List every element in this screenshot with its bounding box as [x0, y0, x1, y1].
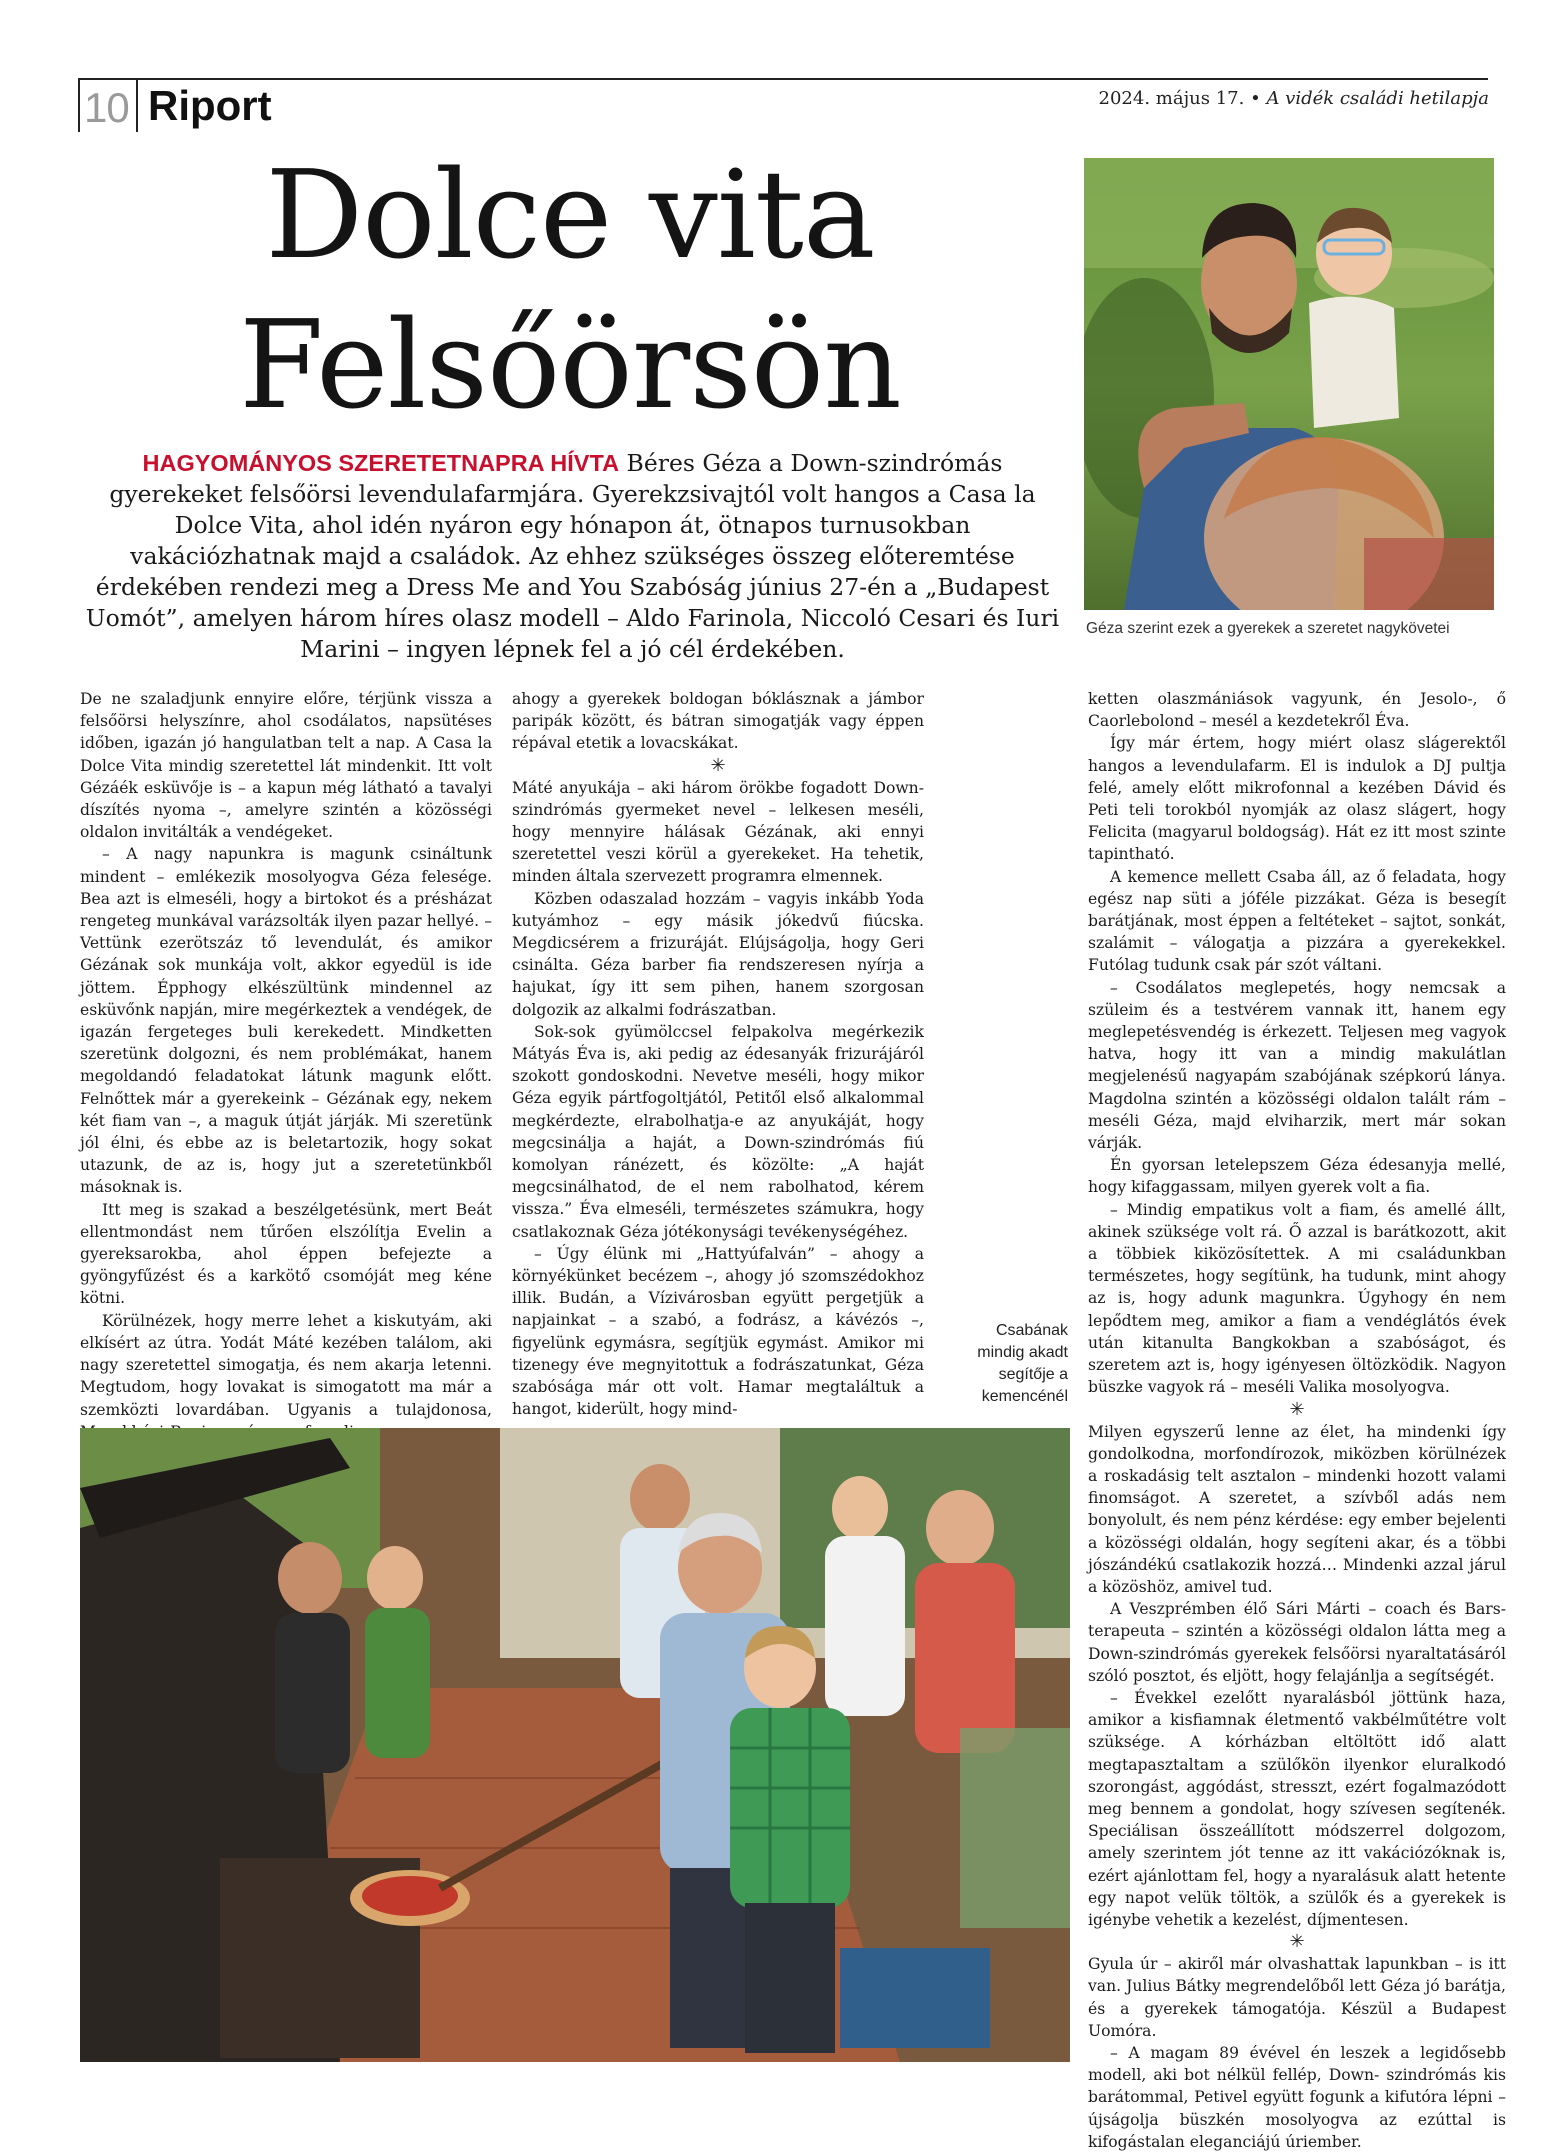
photo-man-with-child — [1084, 158, 1494, 610]
section-divider-star: ✳ — [1289, 1931, 1305, 1953]
article-column-2 — [512, 688, 924, 1421]
lead-kicker: HAGYOMÁNYOS SZERETETNAPRA HÍVTA — [142, 450, 620, 476]
paragraph: ahogy a gyerekek boldogan bóklásznak a jámbor paripák között, és bátran simogatják vagy éppen répával etetik a lovacskákat. — [512, 690, 924, 753]
paragraph: Máté anyukája – aki három örökbe fogadott Down-szindrómás gyermeket nevel – lelkesen meséli, hogy mennyire hálásak Gézának, aki ennyi szeretettel veszi körül a gyerekeket. Ha tehetik, minden általa szervezett programra elmennek. — [512, 778, 924, 886]
photo-pizza-oven — [80, 1428, 1070, 2062]
paragraph: Itt meg is szakad a beszélgetésünk, mert Beát ellentmondást nem tűrően elszólítja Evelin a gyereksarokba, ahol éppen befejezte a gyöngyfűzést és a karkötő csomóját meg kéne kötni. — [80, 1200, 492, 1308]
photo2-caption: Csabának mindig akadt segítője a kemencénél — [977, 1322, 1068, 1405]
title-line-1: Dolce vita — [265, 144, 875, 286]
paragraph: Gyula úr – akiről már olvashattak lapunkban – is itt van. Julius Bátky megrendelőből lett Géza jó barátja, és a gyerekek támogatója. Készül a Budapest Uomóra. — [1088, 1955, 1506, 2040]
paragraph: – Csodálatos meglepetés, hogy nemcsak a szüleim és a testvérem vannak itt, hanem egy meglepetésvendég is érkezett. Teljesen meg vagyok hatva, hogy itt van a mindig makulátlan megjelenésű nagyapám szabójának szépkorú lánya. Magdolna szintén a közösségi oldalon talált rám – meséli Géza, majd elviharzik, mert már sokan várják. — [1088, 978, 1506, 1153]
publication-name: A vidék családi hetilapja — [1266, 88, 1489, 109]
paragraph: Sok-sok gyümölccsel felpakolva megérkezik Mátyás Éva is, aki pedig az édesanyák frizurájáról szokott gondoskodni. Nevetve meséli, hogy mikor Géza egyik pártfogoltjától, Petitől első alkalommal megkérdezte, elrabolhatja-e az anyukáját, hogy megcsinálja a haját, a Down-szindrómás fiú komolyan ránézett, és közölte: „A haját megcsinálhatod, de el nem rabolhatod, kérem vissza.” Éva elmeséli, természetes számukra, hogy csatlakoznak Géza jótékonysági tevékenységéhez. — [512, 1022, 924, 1241]
title-line-2: Felsőörsön — [239, 294, 901, 436]
paragraph: De ne szaladjunk ennyire előre, térjünk vissza a felsőörsi helyszínre, ahol csodálatos, napsütéses időben, igazán jó hangulatban telt a nap. A Casa la Dolce Vita mindig szeretettel lát mindenkit. Itt volt Gézáék esküvője is – a kapun még látható a tavalyi díszítés nyoma –, amelyre szintén a közösségi oldalon invitálták a vendégeket. — [80, 690, 492, 842]
article-column-1 — [80, 688, 492, 1465]
lead-text: Béres Géza a Down-szindrómás gyerekeket felsőörsi levendulafarmjára. Gyerekzsivajtól volt hangos a Casa la Dolce Vita, ahol idén nyáron egy hónapon át, ötnapos turnusokban vakációzhatnak majd a családok. Az ehhez szükséges összeg előteremtése érdekében rendezi meg a Dress Me and You Szabóság június 27-én a „Budapest Uomót”, amelyen három híres olasz modell – Aldo Farinola, Niccoló Cesari és Iuri Marini – ingyen lépnek fel a jó cél érdekében. — [85, 449, 1060, 663]
issue-date: 2024. május 17. — [1098, 88, 1245, 109]
paragraph: Így már értem, hogy miért olasz slágerektől hangos a levendulafarm. El is indulok a DJ pultja felé, amely előtt mikrofonnal a kezében Dávid és Peti teli torokból nyomják az olasz slágert, hogy Felicita (magyarul boldogság). Hát ez itt most szinte tapintható. — [1088, 734, 1506, 864]
paragraph: ketten olaszmániások vagyunk, én Jesolo-, ő Caorlebolond – mesél a kezdetekről Éva. — [1088, 690, 1506, 731]
photo1-caption: Géza szerint ezek a gyerekek a szeretet nagykövetei — [1086, 620, 1450, 637]
paragraph: – A magam 89 évével én leszek a legidősebb modell, aki bot nélkül fellép, Down- szindrómás kis barátommal, Petivel együtt fogunk a kifutóra lépni – újságolja büszkén mosolyogva az ezúttal is kifogástalan eleganciájú úriember. — [1088, 2043, 1506, 2151]
paragraph: Milyen egyszerű lenne az élet, ha mindenki így gondolkodna, morfondírozok, miközben körülnézek a roskadásig telt asztalon – mindenki hozott valami finomságot. A szeretet, a szívből adás nem bonyolult, és nem pénz kérdése: egy ember bejelenti a közösségi oldalán, hogy segíteni akar, és a többi jószándékú csatlakozik hozzá… Mindenki azzal járul a közöshöz, amivel tud. — [1088, 1422, 1506, 1596]
paragraph: – Úgy élünk mi „Hattyúfalván” – ahogy a környékünket becézem –, ahogy jó szomszédokhoz illik. Budán, a Vízivárosban együtt pergetjük a napjainkat – a szabó, a fodrász, a kávézós –, figyelünk egymásra, segítjük egymást. Amikor mi tizenegy éve megnyitottuk a fodrászatunkat, Géza szabósága már ott volt. Hamar megtaláltuk a hangot, kiderült, hogy mind- — [512, 1244, 924, 1419]
paragraph: – Évekkel ezelőtt nyaralásból jöttünk haza, amikor a kisfiamnak életmentő vakbélműtétre volt szüksége. A kórházban eltöltött idő alatt megtapasztaltam a szülőkön ilyenkor eluralkodó szorongást, aggódást, stresszt, ezért fogalmazódott meg bennem a gondolat, hogy szívesen segítenék. Speciálisan összeállított módszerrel dolgozom, amely szerintem jót tenne az itt vakációzóknak is, ezért ajánlottam fel, hogy a nyaralásuk alatt hetente egy napot velük töltök, a szülők és a gyerekek is igénybe vehetik a kezelést, díjmentesen. — [1088, 1688, 1506, 1929]
header-rule — [78, 78, 1488, 80]
paragraph: Én gyorsan letelepszem Géza édesanyja mellé, hogy kifaggassam, milyen gyerek volt a fia. — [1088, 1156, 1506, 1197]
paragraph: – Mindig empatikus volt a fiam, és amellé állt, akinek szüksége volt rá. Ő azzal is barátkozott, akit a többiek kiközösítettek. A mi családunkban természetes, hogy segítünk, ha tudunk, mint ahogy az is, hogy adunk magunkra. Úgyhogy én nem lepődtem meg, amikor a fiam a vendéglátós évek után kitanulta Bangkokban a szabóságot, és szeretem azt is, hogy igényesen öltözködik. Nagyon büszke vagyok rá – meséli Valika mosolyogva. — [1088, 1200, 1506, 1397]
section-divider-star: ✳ — [710, 754, 726, 776]
page-number: 10 — [84, 84, 129, 131]
article-lead — [80, 448, 1065, 665]
dateline — [1099, 88, 1489, 109]
paragraph: A Veszprémben élő Sári Márti – coach és Bars-terapeuta – szintén a közösségi oldalon látta meg a Down-szindrómás gyerekek felsőörsi nyaraltatásáról szóló posztot, és eljött, hogy felajánlja a segítségét. — [1088, 1600, 1506, 1685]
separator: • — [1250, 88, 1261, 109]
paragraph: A kemence mellett Csaba áll, az ő feladata, hogy egész nap süti a jóféle pizzákat. Géza is besegít barátjának, most éppen a feltéteket – sajtot, sonkát, szalámit – válogatja a pizzára a gyerekekkel. Futólag tudunk csak pár szót váltani. — [1088, 867, 1506, 975]
article-title — [90, 140, 1050, 440]
article-column-3 — [1088, 688, 1506, 2153]
section-divider-star: ✳ — [1289, 1398, 1305, 1420]
paragraph: – A nagy napunkra is magunk csináltunk mindent – emlékezik mosolyogva Géza felesége. Bea azt is elmeséli, hogy a birtokot és a présházat rengeteg munkával varázsolták ilyen pazar hellyé. – Vettünk ezerötszáz tő levendulát, és amikor Gézának sok munkája volt, akkor egyedül is ide jöttem. Épphogy elkészültünk mindennel az esküvőnk napján, mire megérkeztek a vendégek, de igazán fergeteges buli kerekedett. Mindketten szeretünk dolgozni, és nem problémákat, hanem megoldandó feladatokat látunk magunk előtt. Felnőttek már a gyerekeink – Gézának egy, nekem két fiam van –, a maguk útját járják. Mi szeretünk jól élni, és ebbe az is beletartozik, hogy sokat utazunk, de az is, hogy jut a szeretetünkből másoknak is. — [80, 845, 492, 1197]
paragraph: Közben odaszalad hozzám – vagyis inkább Yoda kutyámhoz – egy másik jókedvű fiúcska. Megdicsérem a frizuráját. Elújságolja, hogy Geri csinálta. Géza barber fia rendszeresen nyírja a hajukat, így itt sem pihen, hanem szorgosan dolgozik az alkalmi fodrászatban. — [512, 889, 924, 1019]
paragraph: Körülnézek, hogy merre lehet a kiskutyám, aki elkísért az útra. Yodát Máté kezében találom, aki nagy szeretettel simogatja, és nem akarja letenni. Megtudom, hogy lovakat is simogatott ma már a szemközti lovardában. Ugyanis a tulajdonosa, — [80, 1311, 492, 1419]
section-label: Riport — [148, 82, 272, 129]
